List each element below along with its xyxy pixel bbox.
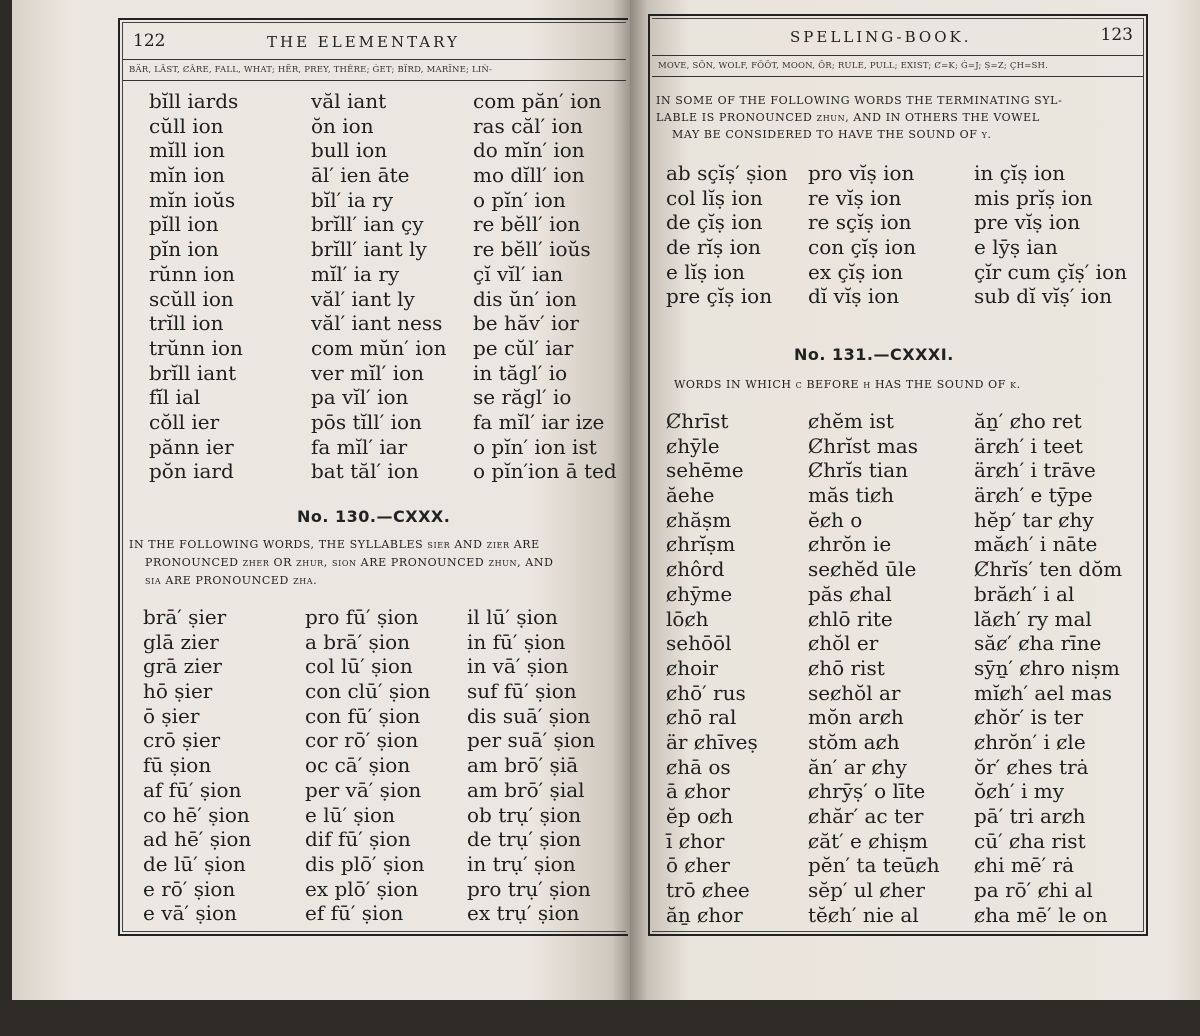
word-entry: ärȼh′ i teet xyxy=(974,433,1083,458)
word-entry: trŭnn ion xyxy=(149,335,243,360)
word-entry: cor rō′ ṣion xyxy=(305,728,419,753)
word-entry: con fū′ ṣion xyxy=(305,703,421,728)
word-entry: bĭl′ ia ry xyxy=(311,187,394,212)
word-entry: in çĭṣ ion xyxy=(974,161,1066,185)
word-entry: grā zier xyxy=(143,654,222,679)
word-entry: bĭll iards xyxy=(149,89,239,113)
word-column xyxy=(808,409,974,927)
word-entry: ex plō′ ṣion xyxy=(305,876,419,901)
word-entry: brĭll′ ian çy xyxy=(311,212,424,237)
word-entry: ärȼh′ e tȳpe xyxy=(974,483,1093,508)
left-page xyxy=(12,0,630,1000)
section-title: No. 131.—CXXXI. xyxy=(794,345,954,364)
word-entry: măs tiȼh xyxy=(808,483,895,508)
intro-description-line: MAY BE CONSIDERED TO HAVE THE SOUND OF y. xyxy=(672,128,992,141)
word-column xyxy=(666,409,808,927)
word-entry: ȼhŏl er xyxy=(808,631,879,656)
word-entry: ŏn ion xyxy=(311,113,374,138)
word-entry: in trụ′ ṣion xyxy=(467,851,576,876)
word-list-bottom xyxy=(666,409,1144,927)
running-title: SPELLING-BOOK. xyxy=(790,28,972,46)
word-entry: in fū′ ṣion xyxy=(467,629,566,654)
section-description-line: PRONOUNCED zher OR zhur, sion ARE PRONOUNCED zhun, AND xyxy=(145,556,554,569)
word-entry: brăȼh′ i al xyxy=(974,581,1075,606)
word-entry: do mĭn′ ion xyxy=(473,138,585,163)
word-entry: col lū′ ṣion xyxy=(305,654,413,679)
word-entry: cū′ ȼha rist xyxy=(974,828,1086,853)
word-entry: oc cā′ ṣion xyxy=(305,753,411,778)
word-entry: dis suā′ ṣion xyxy=(467,703,591,728)
intro-description-line: IN SOME OF THE FOLLOWING WORDS THE TERMINATING SYL- xyxy=(656,94,1063,107)
word-entry: sehōōl xyxy=(666,631,732,656)
word-entry: ȼhi mē′ rȧ xyxy=(974,853,1075,878)
word-entry: pŏn iard xyxy=(149,459,234,484)
word-entry: ef fū′ ṣion xyxy=(305,901,404,926)
intro-description-line: LABLE IS PRONOUNCED zhun, AND IN OTHERS THE VOWEL xyxy=(656,111,1040,124)
word-entry: o pĭn′ion ā ted xyxy=(473,459,617,484)
word-entry: mĭn ion xyxy=(149,163,225,188)
word-entry: är ȼhīveṣ xyxy=(666,729,758,754)
left-page-header xyxy=(123,23,626,59)
word-entry: păs ȼhal xyxy=(808,581,892,606)
word-entry: ō ṣier xyxy=(143,703,200,728)
word-entry: re bĕll′ ion xyxy=(473,212,581,237)
word-entry: ȼhôrd xyxy=(666,557,725,582)
word-entry: Ȼhrĭst mas xyxy=(808,433,918,458)
word-entry: bat tăl′ ion xyxy=(311,459,419,484)
word-entry: pre çĭṣ ion xyxy=(666,284,773,309)
word-entry: o pĭn′ ion xyxy=(473,187,566,212)
word-column xyxy=(808,161,974,309)
word-entry: Ȼhrīst xyxy=(666,409,729,433)
word-entry: tĕȼh′ nie al xyxy=(808,902,919,927)
word-entry: am brō′ ṣial xyxy=(467,777,585,802)
word-entry: per suā′ ṣion xyxy=(467,728,596,753)
word-entry: com păn′ ion xyxy=(473,89,602,113)
word-entry: ȼhrȳṣ′ o līte xyxy=(808,779,926,804)
word-entry: ăehe xyxy=(666,483,715,508)
word-entry: sȳṉ′ ȼhro niṣm xyxy=(974,655,1120,680)
word-entry: se răgl′ io xyxy=(473,385,572,410)
word-entry: văl′ iant ness xyxy=(311,311,443,336)
pronunciation-key: MOVE, SŎN, WOLF, FŎŎT, MOON, ÔR; RULE, PULL; EXIST; Ȼ=K; Ġ=J; Ṣ=Z; ÇH=SH. xyxy=(652,55,1143,77)
word-entry: af fū′ ṣion xyxy=(143,777,242,802)
word-entry: e lū′ ṣion xyxy=(305,802,395,827)
word-entry: ȼhō rist xyxy=(808,655,885,680)
right-page xyxy=(630,0,1200,1000)
word-entry: il lū′ ṣion xyxy=(467,605,558,629)
word-entry: ō ȼher xyxy=(666,853,730,878)
word-entry: văl′ iant ly xyxy=(311,286,415,311)
word-list-bottom xyxy=(143,605,629,926)
word-entry: ī ȼhor xyxy=(666,828,725,853)
word-entry: seȼhĕd ūle xyxy=(808,557,917,582)
word-entry: lăȼh′ ry mal xyxy=(974,606,1092,631)
word-column xyxy=(149,89,311,484)
word-entry: e rō′ ṣion xyxy=(143,876,236,901)
word-entry: in vā′ ṣion xyxy=(467,654,569,679)
word-entry: ȼhĕm ist xyxy=(808,409,894,433)
word-entry: cŏll ier xyxy=(149,409,220,434)
word-entry: scŭll ion xyxy=(149,286,234,311)
word-entry: dif fū′ ṣion xyxy=(305,827,411,852)
word-entry: trō ȼhee xyxy=(666,878,750,903)
word-entry: dis ŭn′ ion xyxy=(473,286,577,311)
word-entry: fĭl ial xyxy=(149,385,201,410)
word-entry: ȼha mē′ le on xyxy=(974,902,1108,927)
word-entry: çĭr cum çĭṣ′ ion xyxy=(974,259,1127,284)
word-entry: e lĭṣ ion xyxy=(666,259,745,284)
word-entry: mis prĭṣ ion xyxy=(974,185,1093,210)
word-entry: dĭ vĭṣ ion xyxy=(808,284,900,309)
word-entry: ā ȼhor xyxy=(666,779,730,804)
word-entry: ȼhō ral xyxy=(666,705,737,730)
right-page-frame xyxy=(648,14,1148,936)
word-entry: lōȼh xyxy=(666,606,709,631)
word-entry: pro trụ′ ṣion xyxy=(467,876,591,901)
word-column xyxy=(305,605,467,926)
word-entry: āl′ ien āte xyxy=(311,163,410,188)
word-entry: pĭn ion xyxy=(149,237,219,262)
word-entry: pe cŭl′ iar xyxy=(473,335,574,360)
word-entry: fū ṣion xyxy=(143,753,212,778)
word-entry: re sçĭṣ ion xyxy=(808,210,912,235)
page-number: 122 xyxy=(133,31,166,51)
word-column xyxy=(666,161,808,309)
word-entry: măȼh′ i nāte xyxy=(974,532,1098,557)
word-entry: am brō′ ṣiā xyxy=(467,753,579,778)
section-description: WORDS IN WHICH c BEFORE h HAS THE SOUND OF k. xyxy=(674,378,1021,391)
word-list-top xyxy=(149,89,630,484)
word-entry: ad hē′ ṣion xyxy=(143,827,252,852)
word-entry: stŏm aȼh xyxy=(808,729,900,754)
word-entry: hĕp′ tar ȼhy xyxy=(974,507,1094,532)
word-column xyxy=(974,409,1144,927)
word-entry: a brā′ ṣion xyxy=(305,629,411,654)
word-entry: pănn ier xyxy=(149,434,234,459)
word-entry: ȼhăṣm xyxy=(666,507,732,532)
word-entry: con clū′ ṣion xyxy=(305,679,431,704)
word-entry: ras căl′ ion xyxy=(473,113,583,138)
word-entry: çĭ vĭl′ ian xyxy=(473,261,564,286)
running-title: THE ELEMENTARY xyxy=(267,33,460,51)
section-description-line: IN THE FOLLOWING WORDS, THE SYLLABLES sier AND zier ARE xyxy=(129,538,540,551)
word-entry: de lū′ ṣion xyxy=(143,851,246,876)
word-entry: pa rō′ ȼhi al xyxy=(974,878,1093,903)
word-entry: mĭll ion xyxy=(149,138,225,163)
word-entry: ver mĭl′ ion xyxy=(311,360,425,385)
section-description-line: sia ARE PRONOUNCED zha. xyxy=(145,574,318,587)
word-entry: cŭll ion xyxy=(149,113,224,138)
word-entry: in tăgl′ io xyxy=(473,360,568,385)
word-entry: dis plō′ ṣion xyxy=(305,851,425,876)
word-entry: ȼhŏr′ is ter xyxy=(974,705,1084,730)
word-entry: pĭll ion xyxy=(149,212,219,237)
word-entry: mĭl′ ia ry xyxy=(311,261,400,286)
word-entry: crō ṣier xyxy=(143,728,221,753)
word-entry: trĭll ion xyxy=(149,311,224,336)
word-entry: pōs tĭll′ ion xyxy=(311,409,422,434)
word-entry: brĭll′ iant ly xyxy=(311,237,427,262)
word-entry: mo dĭll′ ion xyxy=(473,163,585,188)
word-entry: pa vĭl′ ion xyxy=(311,385,409,410)
word-entry: de trụ′ ṣion xyxy=(467,827,581,852)
word-entry: ȼhā os xyxy=(666,754,731,779)
word-entry: per vā′ ṣion xyxy=(305,777,422,802)
word-entry: glā zier xyxy=(143,629,219,654)
word-entry: com mŭn′ ion xyxy=(311,335,447,360)
word-entry: bull ion xyxy=(311,138,388,163)
word-entry: mĭȼh′ ael mas xyxy=(974,680,1113,705)
word-entry: mŏn arȼh xyxy=(808,705,904,730)
word-entry: pā′ tri arȼh xyxy=(974,804,1086,828)
word-entry: co hē′ ṣion xyxy=(143,802,250,827)
word-entry: e vā′ ṣion xyxy=(143,901,237,926)
word-entry: mĭn ioŭs xyxy=(149,187,236,212)
word-entry: re bĕll′ ioŭs xyxy=(473,237,591,262)
word-list-top xyxy=(666,161,1144,309)
word-entry: be hăv′ ior xyxy=(473,311,579,336)
word-entry: suf fū′ ṣion xyxy=(467,679,577,704)
word-entry: ȼhȳle xyxy=(666,433,720,458)
word-entry: pre vĭṣ ion xyxy=(974,210,1081,235)
word-entry: ăṉ′ ȼho ret xyxy=(974,409,1082,433)
word-entry: ăṉ ȼhor xyxy=(666,902,743,927)
word-entry: săȼ′ ȼha rīne xyxy=(974,631,1102,656)
word-entry: ȼăt′ e ȼhiṣm xyxy=(808,828,928,853)
word-entry: ĕȼh o xyxy=(808,507,863,532)
word-column xyxy=(467,605,629,926)
section-title: No. 130.—CXXX. xyxy=(297,507,451,526)
left-page-frame xyxy=(118,18,628,936)
word-entry: brĭll iant xyxy=(149,360,237,385)
word-entry: de rĭṣ ion xyxy=(666,235,761,260)
word-entry: sehēme xyxy=(666,458,744,483)
word-entry: ex trụ′ ṣion xyxy=(467,901,580,926)
word-column xyxy=(143,605,305,926)
word-entry: Ȼhrĭs tian xyxy=(808,458,908,483)
word-entry: pĕn′ ta teūȼh xyxy=(808,853,940,878)
word-entry: ȼhăr′ ac ter xyxy=(808,804,924,828)
word-entry: fa mĭl′ iar ize xyxy=(473,409,605,434)
word-entry: ȼhȳme xyxy=(666,581,733,606)
word-entry: ăn′ ar ȼhy xyxy=(808,754,907,779)
word-entry: ȼhoir xyxy=(666,655,719,680)
word-entry: ȼhrŏn′ i ȼle xyxy=(974,729,1086,754)
page-number: 123 xyxy=(1100,25,1133,45)
word-entry: ŏr′ ȼhes trȧ xyxy=(974,754,1089,779)
word-column xyxy=(974,161,1144,309)
word-entry: e lȳṣ ian xyxy=(974,235,1058,260)
word-entry: ĕp oȼh xyxy=(666,804,734,828)
word-entry: ab sçĭṣ′ ṣion xyxy=(666,161,788,185)
word-entry: ȼhrĭṣm xyxy=(666,532,736,557)
word-entry: ȼhō′ rus xyxy=(666,680,746,705)
word-entry: de çĭṣ ion xyxy=(666,210,763,235)
word-entry: fa mĭl′ iar xyxy=(311,434,408,459)
word-entry: pro vĭṣ ion xyxy=(808,161,915,185)
table-surface xyxy=(0,1000,1200,1036)
word-entry: hō ṣier xyxy=(143,679,213,704)
word-entry: sĕp′ ul ȼher xyxy=(808,878,925,903)
word-entry: ȼhrŏn ie xyxy=(808,532,892,557)
word-entry: col lĭṣ ion xyxy=(666,185,763,210)
right-page-header xyxy=(652,19,1143,55)
word-entry: ob trụ′ ṣion xyxy=(467,802,582,827)
word-entry: o pĭn′ ion ist xyxy=(473,434,597,459)
word-entry: ŏȼh′ i my xyxy=(974,779,1065,804)
pronunciation-key: BÄR, LĀST, ȻÂRE, FALL, WHAT; HẼR, PREY, THÊRE; ĠET; BÏRD, MARÏNE; LIṄ- xyxy=(123,59,626,81)
word-entry: văl iant xyxy=(311,89,387,113)
word-entry: pro fū′ ṣion xyxy=(305,605,419,629)
word-entry: con çĭṣ ion xyxy=(808,235,917,260)
word-entry: seȼhŏl ar xyxy=(808,680,901,705)
word-column xyxy=(311,89,473,484)
word-entry: Ȼhrĭs′ ten dŏm xyxy=(974,557,1123,582)
word-column xyxy=(473,89,630,484)
word-entry: ex çĭṣ ion xyxy=(808,259,904,284)
word-entry: rŭnn ion xyxy=(149,261,235,286)
word-entry: ȼhlō rite xyxy=(808,606,893,631)
word-entry: re vĭṣ ion xyxy=(808,185,902,210)
word-entry: ärȼh′ i trāve xyxy=(974,458,1096,483)
word-entry: sub dĭ vĭṣ′ ion xyxy=(974,284,1113,309)
word-entry: brā′ ṣier xyxy=(143,605,227,629)
